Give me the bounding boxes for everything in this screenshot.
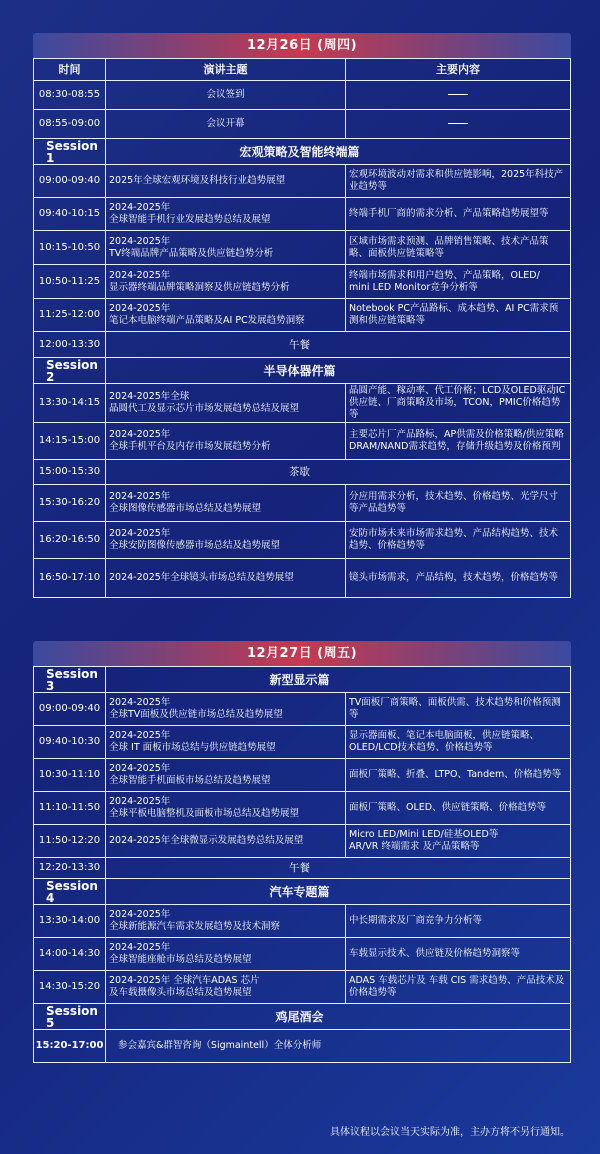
table-row: 11:10-11:50 2024-2025年 全球平板电脑整机及面板市场总结及趋势展望 面板厂策略、OLED、供应链策略、价格趋势等 <box>34 792 571 825</box>
col-time: 时间 <box>34 59 106 81</box>
table-row: 15:20-17:00 参会嘉宾&群智咨询（Sigmaintell）全体分析师 <box>34 1030 571 1063</box>
table-row: 09:40-10:15 2024-2025年 全球智能手机行业发展趋势总结及展望 终端手机厂商的需求分析、产品策略趋势展望等 <box>34 198 571 231</box>
table-row: 09:00-09:40 2024-2025年 全球TV面板及供应链市场总结及趋势展望 TV面板厂商策略、面板供需、技术趋势和价格预测等 <box>34 693 571 726</box>
session-name: Session 3 <box>34 667 106 693</box>
day1-header: 12月26日 (周四) <box>33 33 571 58</box>
table-row: 13:30-14:00 2024-2025年 全球新能源汽车需求发展趋势及技术洞察 中长期需求及厂商竞争力分析等 <box>34 905 571 938</box>
col-topic: 演讲主题 <box>106 59 346 81</box>
session-row <box>34 879 571 905</box>
table-row: 10:15-10:50 2024-2025年 TV终端品牌产品策略及供应链趋势分析 区域市场需求预测、品牌销售策略、技术产品策略、面板供应链策略等 <box>34 231 571 265</box>
table-row: 15:30-16:20 2024-2025年 全球图像传感器市场总结及趋势展望 分应用需求分析，技术趋势、价格趋势、光学尺寸等产品趋势等 <box>34 485 571 522</box>
col-content: 主要内容 <box>346 59 571 81</box>
session-row <box>34 139 571 165</box>
day2-header: 12月27日 (周五) <box>33 641 571 666</box>
column-header-row <box>34 59 571 81</box>
table-row: 08:55-09:00 会议开幕 <box>34 110 571 139</box>
dash-icon <box>448 123 468 124</box>
lunch-row: 12:20-13:30 午餐 <box>34 858 571 879</box>
session-name: Session 2 <box>34 358 106 384</box>
table-row: 10:30-11:10 2024-2025年 全球智能手机面板市场总结及趋势展望 面板厂策略、折叠、LTPO、Tandem、价格趋势等 <box>34 759 571 792</box>
table-row: 14:00-14:30 2024-2025年 全球智能座舱市场总结及趋势展望 车载显示技术、供应链及价格趋势洞察等 <box>34 938 571 971</box>
table-row: 09:00-09:40 2025年全球宏观环境及科技行业趋势展望 宏观环境波动对需求和供应链影响，2025年科技产业趋势等 <box>34 165 571 198</box>
day2-schedule <box>33 641 571 1063</box>
day2-table <box>33 666 571 1063</box>
session-row <box>34 358 571 384</box>
dash-icon <box>448 94 468 95</box>
break-row: 15:00-15:30 茶歇 <box>34 460 571 485</box>
table-row: 11:50-12:20 2024-2025年全球微显示发展趋势总结及展望 Micro LED/Mini LED/硅基OLED等 AR/VR 终端需求 及产品策略等 <box>34 825 571 858</box>
lunch-row: 12:00-13:30 午餐 <box>34 332 571 358</box>
session-name: Session 4 <box>34 879 106 905</box>
table-row: 14:30-15:20 2024-2025年 全球汽车ADAS 芯片 及车载摄像头市场总结及趋势展望 ADAS 车载芯片及 车载 CIS 需求趋势、产品技术及价格趋势等 <box>34 971 571 1004</box>
table-row: 13:30-14:15 2024-2025年全球 晶圆代工及显示芯片市场发展趋势总结及展望 晶圆产能、稼动率、代工价格；LCD及OLED驱动IC供应链、厂商策略及市场，TCON，PMIC价格趋势等 <box>34 384 571 423</box>
session-row <box>34 1004 571 1030</box>
session-row <box>34 667 571 693</box>
table-row: 16:20-16:50 2024-2025年 全球安防图像传感器市场总结及趋势展望 安防市场未来市场需求趋势、产品结构趋势、技术趋势、价格趋势等 <box>34 522 571 559</box>
session-title: 半导体器件篇 <box>106 358 571 384</box>
table-row: 14:15-15:00 2024-2025年 全球手机平台及内存市场发展趋势分析 主要芯片厂产品路标，AP供需及价格策略/供应策略 DRAM/NAND需求趋势，存储升级趋势及价格预判 <box>34 423 571 460</box>
table-row: 10:50-11:25 2024-2025年 显示器终端品牌策略洞察及供应链趋势分析 终端市场需求和用户趋势、产品策略，OLED/ mini LED Monitor竞争分析等 <box>34 265 571 299</box>
table-row: 16:50-17:10 2024-2025年全球镜头市场总结及趋势展望 镜头市场需求，产品结构，技术趋势，价格趋势等 <box>34 559 571 598</box>
session-name: Session 1 <box>34 139 106 165</box>
day1-table <box>33 58 571 598</box>
footer-note: 具体议程以会议当天实际为准，主办方将不另行通知。 <box>330 1127 570 1138</box>
day1-schedule <box>33 33 571 598</box>
session-name: Session 5 <box>34 1004 106 1030</box>
table-row: 11:25-12:00 2024-2025年 笔记本电脑终端产品策略及AI PC发展趋势洞察 Notebook PC产品路标、成本趋势、AI PC需求预测和供应链策略等 <box>34 299 571 332</box>
session-title: 鸡尾酒会 <box>106 1004 571 1030</box>
session-title: 新型显示篇 <box>106 667 571 693</box>
session-title: 宏观策略及智能终端篇 <box>106 139 571 165</box>
table-row: 08:30-08:55 会议签到 <box>34 81 571 110</box>
session-title: 汽车专题篇 <box>106 879 571 905</box>
table-row: 09:40-10:30 2024-2025年 全球 IT 面板市场总结与供应链趋势展望 显示器面板、笔记本电脑面板，供应链策略、OLED/LCD技术趋势、价格趋势等 <box>34 726 571 759</box>
